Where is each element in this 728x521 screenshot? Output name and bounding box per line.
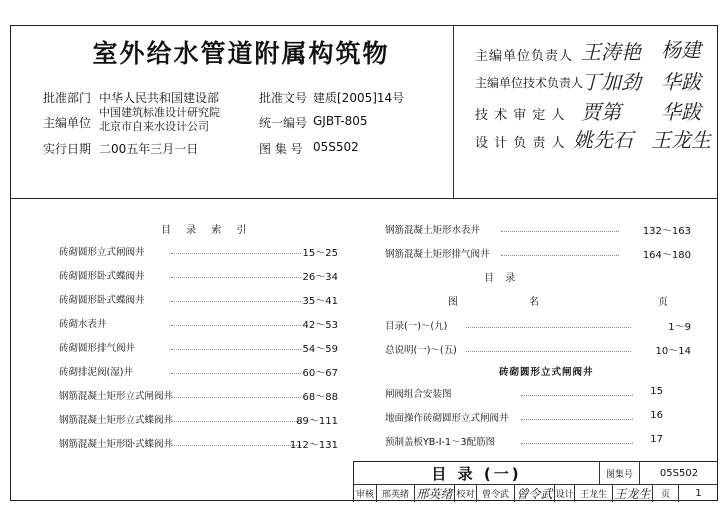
signature: 华跋 bbox=[661, 70, 701, 94]
left-toc-item-leader bbox=[171, 373, 301, 374]
left-toc-heading: 目 录 索 引 bbox=[161, 225, 253, 236]
reviewer: 邢英绪 bbox=[376, 484, 414, 502]
responsible-label: 技 术 审 定 人 bbox=[475, 108, 566, 123]
right-toc-item-leader bbox=[466, 351, 631, 352]
checker-signature: 曾令武 bbox=[514, 484, 554, 502]
left-toc-item-page-range: 112～131 bbox=[289, 440, 338, 451]
right-toc-item-leader bbox=[466, 327, 631, 328]
col-page: 页 bbox=[658, 297, 669, 308]
section-item-page-range: 16 bbox=[650, 410, 663, 421]
section-item-label: 闸阀组合安装图 bbox=[385, 389, 452, 400]
right-toc-item-label: 目录(一)～(九) bbox=[385, 321, 448, 332]
atlas-no-label: 图 集 号 bbox=[259, 142, 303, 156]
right-toc-top-item-label: 钢筋混凝土矩形水表井 bbox=[385, 225, 481, 236]
right-toc-top-item-page-range: 132～163 bbox=[642, 226, 691, 237]
atlas-no: 05S502 bbox=[313, 140, 359, 154]
left-toc-item-label: 砖砌排泥阀(湿)井 bbox=[59, 367, 133, 378]
drawing-sheet bbox=[10, 25, 718, 501]
impl-date: 二00五年三月一日 bbox=[99, 142, 199, 156]
approval-doc-label: 批准文号 bbox=[259, 91, 308, 105]
section-item-leader bbox=[521, 419, 633, 420]
section-heading: 砖砌圆形立式闸阀井 bbox=[499, 367, 594, 378]
signature: 贾第 bbox=[581, 100, 621, 124]
responsible-label: 主编单位负责人 bbox=[475, 49, 574, 64]
right-toc-item-label: 总说明(一)～(五) bbox=[385, 345, 457, 356]
left-toc-item-label: 砖砌圆形卧式蝶阀井 bbox=[59, 295, 145, 306]
signature: 王龙生 bbox=[651, 128, 711, 152]
signature: 杨建 bbox=[661, 38, 701, 62]
left-toc-item-page-range: 60～67 bbox=[302, 368, 338, 379]
page-title: 室外给水管道附属构筑物 bbox=[92, 39, 390, 68]
checker: 曾令武 bbox=[476, 484, 514, 502]
col-name: 名 bbox=[529, 297, 540, 308]
right-toc-item-page-range: 1～9 bbox=[668, 322, 691, 333]
right-toc-top-item-leader bbox=[501, 255, 619, 256]
editor-line1: 中国建筑标准设计研究院 bbox=[99, 106, 220, 119]
page-label: 页 bbox=[652, 484, 678, 502]
approval-dept-label: 批准部门 bbox=[43, 91, 92, 105]
header-block bbox=[11, 26, 717, 199]
reviewer-signature: 邢英绪 bbox=[414, 484, 454, 502]
left-toc-item-page-range: 54～59 bbox=[302, 344, 338, 355]
col-fig: 图 bbox=[448, 297, 459, 308]
approval-doc: 建质[2005]14号 bbox=[313, 91, 405, 105]
left-toc-item-page-range: 68～88 bbox=[302, 392, 338, 403]
atlas-value: 05S502 bbox=[639, 462, 718, 484]
section-item-page-range: 15 bbox=[650, 386, 663, 397]
left-toc-item-leader bbox=[171, 349, 301, 350]
left-toc-item-leader bbox=[171, 445, 301, 446]
right-toc-top-item-label: 钢筋混凝土矩形排气阀井 bbox=[385, 249, 490, 260]
title-block bbox=[353, 461, 718, 502]
left-toc-item-label: 砖砌圆形卧式蝶阀井 bbox=[59, 271, 145, 282]
sheet-title: 目 录 (一) bbox=[431, 464, 522, 483]
left-toc-item-leader bbox=[171, 301, 301, 302]
unified-no-label: 统一编号 bbox=[259, 116, 308, 130]
left-toc-item-leader bbox=[171, 253, 301, 254]
left-toc-item-leader bbox=[171, 277, 301, 278]
approval-dept: 中华人民共和国建设部 bbox=[99, 91, 220, 105]
unified-no: GJBT-805 bbox=[313, 114, 368, 128]
left-toc-item-page-range: 26～34 bbox=[302, 272, 338, 283]
section-item-label: 地面操作砖砌圆形立式闸阀井 bbox=[385, 413, 509, 424]
editor-line2: 北京市自来水设计公司 bbox=[99, 120, 209, 133]
impl-date-label: 实行日期 bbox=[43, 142, 92, 156]
section-item-leader bbox=[521, 443, 633, 444]
page-value: 1 bbox=[678, 484, 718, 502]
design-label: 设计 bbox=[554, 484, 574, 502]
editor-label: 主编单位 bbox=[43, 116, 92, 130]
signature: 华跋 bbox=[661, 100, 701, 124]
signature: 丁加劲 bbox=[581, 70, 641, 94]
signature: 王涛艳 bbox=[581, 40, 641, 64]
left-toc-item-page-range: 89～111 bbox=[296, 416, 338, 427]
section-item-label: 预制盖板YB-Ⅰ-1～3配筋图 bbox=[385, 437, 496, 448]
right-toc-item-page-range: 10～14 bbox=[655, 346, 691, 357]
left-toc-item-leader bbox=[171, 325, 301, 326]
left-toc-item-label: 钢筋混凝土矩形立式闸阀井 bbox=[59, 391, 174, 402]
left-toc-item-page-range: 15～25 bbox=[302, 248, 338, 259]
left-toc-item-leader bbox=[171, 421, 301, 422]
left-toc-item-page-range: 42～53 bbox=[302, 320, 338, 331]
review-label: 审核 bbox=[355, 489, 374, 500]
right-toc-heading: 目 录 bbox=[484, 273, 520, 284]
signature: 姚先石 bbox=[573, 128, 633, 152]
left-toc-item-label: 钢筋混凝土矩形立式蝶阀井 bbox=[59, 415, 174, 426]
responsible-label: 设 计 负 责 人 bbox=[475, 136, 566, 151]
atlas-label: 图集号 bbox=[599, 462, 639, 484]
left-toc-item-leader bbox=[171, 397, 301, 398]
left-toc-item-label: 砖砌圆形排气阀井 bbox=[59, 343, 136, 354]
right-toc-top-item-leader bbox=[501, 231, 619, 232]
designer-signature: 王龙生 bbox=[612, 484, 652, 502]
section-item-leader bbox=[521, 395, 633, 396]
responsible-label: 主编单位技术负责人 bbox=[475, 76, 584, 90]
section-item-page-range: 17 bbox=[650, 434, 663, 445]
left-toc-item-label: 钢筋混凝土矩形卧式蝶阀井 bbox=[59, 439, 174, 450]
designer: 王龙生 bbox=[574, 484, 612, 502]
left-toc-item-label: 砖砌圆形立式闸阀井 bbox=[59, 247, 145, 258]
right-toc-top-item-page-range: 164～180 bbox=[642, 250, 691, 261]
check-label: 校对 bbox=[454, 484, 476, 502]
header-divider bbox=[453, 26, 454, 198]
left-toc-item-label: 砖砌水表井 bbox=[59, 319, 107, 330]
left-toc-item-page-range: 35～41 bbox=[302, 296, 338, 307]
